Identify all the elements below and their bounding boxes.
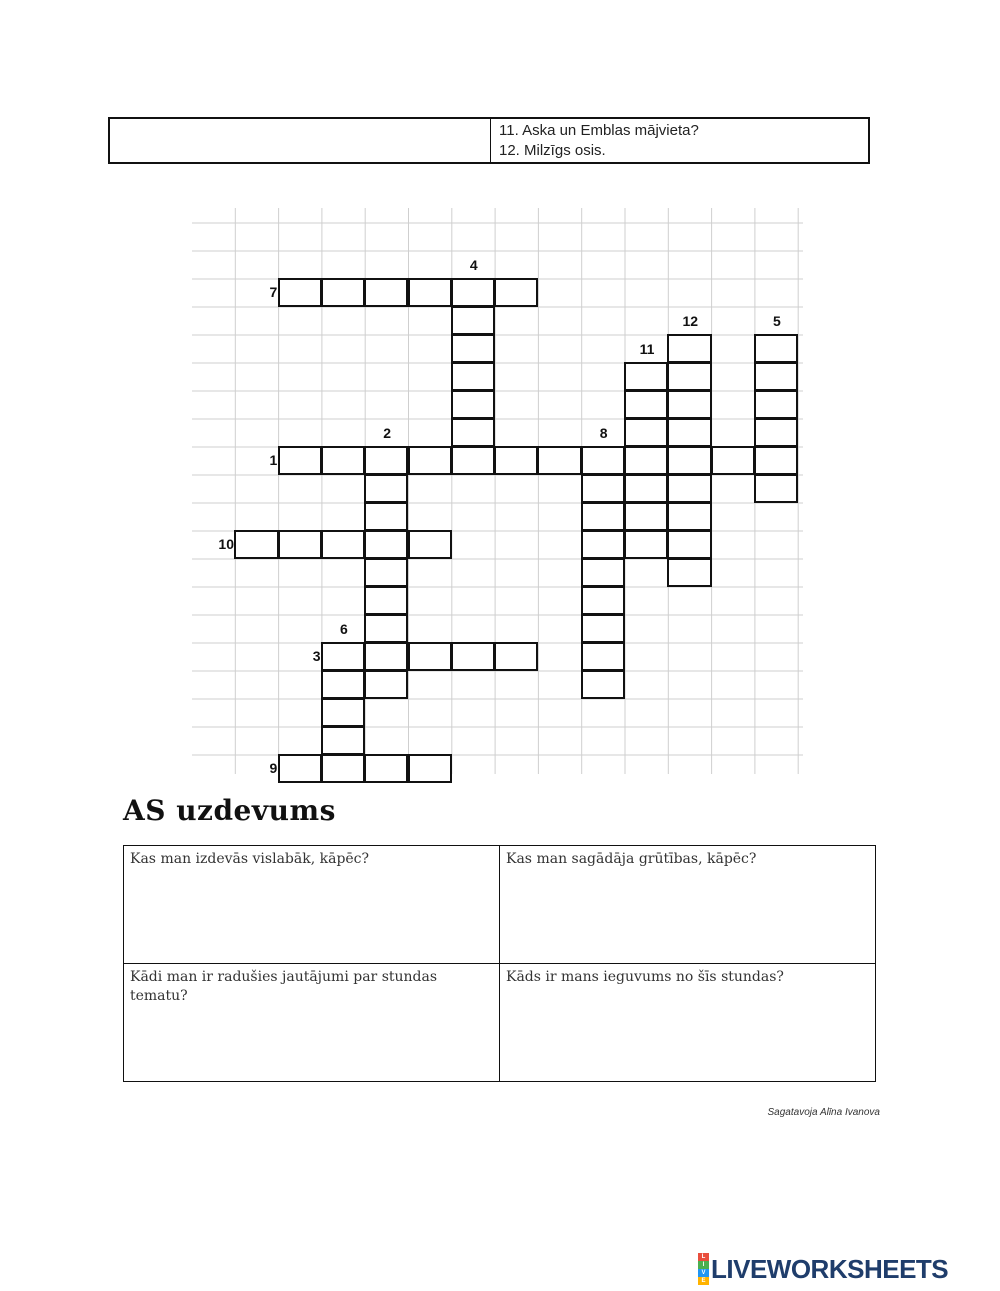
clue-number-7: 7 [269,284,278,300]
crossword-letter-input[interactable] [410,280,450,305]
clue-number-12: 12 [682,313,699,329]
crossword-cell[interactable] [667,474,711,503]
crossword-letter-input[interactable] [366,672,406,697]
crossword-letter-input[interactable] [236,532,276,557]
crossword-letter-input[interactable] [583,616,623,641]
crossword-letter-input[interactable] [453,644,493,669]
clue-number-6: 6 [339,621,348,637]
crossword-cell[interactable] [451,278,495,307]
crossword-cell[interactable] [451,390,495,419]
crossword-letter-input[interactable] [366,616,406,641]
crossword-cell[interactable] [711,446,755,475]
crossword-letter-input[interactable] [583,644,623,669]
crossword-cell[interactable] [364,474,408,503]
crossword-cell[interactable] [667,418,711,447]
crossword-letter-input[interactable] [583,560,623,585]
crossword-letter-input[interactable] [626,364,666,389]
crossword-letter-input[interactable] [626,532,666,557]
clue-number-8: 8 [599,425,608,441]
crossword-cell[interactable] [667,390,711,419]
crossword-letter-input[interactable] [323,756,363,781]
crossword-cell[interactable] [624,446,668,475]
crossword-cell[interactable] [494,642,538,671]
crossword-cell[interactable] [321,278,365,307]
reflection-cell-difficult[interactable]: Kas man sagādāja grūtības, kāpēc? [500,846,875,964]
crossword-cell[interactable] [581,446,625,475]
crossword-cell[interactable] [364,502,408,531]
crossword-cell[interactable] [321,446,365,475]
crossword-cell[interactable] [278,278,322,307]
liveworksheets-logo-icon [698,1253,709,1285]
crossword-cell[interactable] [278,446,322,475]
crossword-cell[interactable] [364,278,408,307]
crossword-letter-input[interactable] [453,392,493,417]
crossword-cell[interactable] [581,530,625,559]
crossword-cell[interactable] [581,558,625,587]
crossword-letter-input[interactable] [280,756,320,781]
crossword-cell[interactable] [451,362,495,391]
author-credit: Sagatavoja Alīna Ivanova [767,1107,880,1118]
brand-name: LIVEWORKSHEETS [711,1253,949,1284]
crossword-cell[interactable] [581,642,625,671]
crossword-cell[interactable] [364,614,408,643]
crossword-letter-input[interactable] [453,308,493,333]
crossword-letter-input[interactable] [669,560,709,585]
crossword-letter-input[interactable] [366,504,406,529]
crossword-cell[interactable] [494,278,538,307]
crossword-cell[interactable] [364,558,408,587]
crossword-letter-input[interactable] [496,644,536,669]
crossword-letter-input[interactable] [366,588,406,613]
crossword-cell[interactable] [408,278,452,307]
crossword-letter-input[interactable] [669,504,709,529]
crossword-letter-input[interactable] [323,644,363,669]
crossword-letter-input[interactable] [583,672,623,697]
crossword-letter-input[interactable] [453,336,493,361]
reflection-cell-best[interactable]: Kas man izdevās vislabāk, kāpēc? [124,846,500,964]
crossword-letter-input[interactable] [756,476,796,501]
crossword-letter-input[interactable] [323,532,363,557]
reflection-table [123,845,876,1082]
reflection-cell-gain[interactable]: Kāds ir mans ieguvums no šīs stundas? [506,969,784,985]
crossword-cell[interactable] [408,642,452,671]
crossword-letter-input[interactable] [669,336,709,361]
crossword-letter-input[interactable] [280,532,320,557]
crossword-letter-input[interactable] [756,448,796,473]
clue-number-9: 9 [269,760,278,776]
crossword-letter-input[interactable] [626,476,666,501]
crossword-cell[interactable] [667,502,711,531]
crossword-cell[interactable] [581,502,625,531]
clue-11: 11. Aska un Emblas mājvieta? [499,122,699,139]
crossword-letter-input[interactable] [713,448,753,473]
crossword-cell[interactable] [754,446,798,475]
crossword-letter-input[interactable] [366,280,406,305]
crossword-cell[interactable] [278,530,322,559]
crossword-letter-input[interactable] [280,280,320,305]
crossword-letter-input[interactable] [669,364,709,389]
crossword-cell[interactable] [494,446,538,475]
crossword-letter-input[interactable] [669,476,709,501]
crossword-cell[interactable] [754,418,798,447]
crossword-cell[interactable] [321,698,365,727]
crossword-letter-input[interactable] [453,448,493,473]
crossword-cell[interactable] [754,474,798,503]
crossword-letter-input[interactable] [669,448,709,473]
crossword-letter-input[interactable] [626,448,666,473]
crossword-cell[interactable] [667,446,711,475]
crossword-cell[interactable] [364,670,408,699]
crossword-letter-input[interactable] [410,532,450,557]
crossword-cell[interactable] [581,586,625,615]
brand-footer [698,1253,948,1285]
crossword-cell[interactable] [754,390,798,419]
crossword-cell[interactable] [321,642,365,671]
crossword-letter-input[interactable] [323,672,363,697]
crossword-letter-input[interactable] [539,448,579,473]
crossword-cell[interactable] [624,474,668,503]
crossword-letter-input[interactable] [583,476,623,501]
logo-letter-tile: L [698,1253,709,1261]
crossword-letter-input[interactable] [366,644,406,669]
crossword-cell[interactable] [364,446,408,475]
crossword-letter-input[interactable] [626,420,666,445]
crossword-cell[interactable] [321,726,365,755]
crossword-cell[interactable] [364,754,408,783]
crossword-letter-input[interactable] [366,756,406,781]
clue-table-left-cell [110,119,491,162]
clue-number-4: 4 [469,257,478,273]
logo-letter-tile: E [698,1277,709,1285]
crossword-letter-input[interactable] [756,420,796,445]
crossword-letter-input[interactable] [280,448,320,473]
crossword-cell[interactable] [667,362,711,391]
clue-table [108,117,870,164]
crossword-letter-input[interactable] [626,392,666,417]
crossword-letter-input[interactable] [756,336,796,361]
crossword-letter-input[interactable] [583,588,623,613]
crossword-cell[interactable] [754,334,798,363]
clue-12: 12. Milzīgs osis. [499,142,606,159]
crossword-letter-input[interactable] [453,280,493,305]
clue-number-2: 2 [383,425,392,441]
crossword-cell[interactable] [451,446,495,475]
crossword-cell[interactable] [321,670,365,699]
crossword-cell[interactable] [624,418,668,447]
crossword-letter-input[interactable] [366,560,406,585]
crossword-letter-input[interactable] [366,532,406,557]
crossword-letter-input[interactable] [756,364,796,389]
crossword-letter-input[interactable] [583,504,623,529]
crossword-cell[interactable] [321,754,365,783]
crossword-letter-input[interactable] [496,448,536,473]
crossword-letter-input[interactable] [323,728,363,753]
crossword-letter-input[interactable] [366,476,406,501]
crossword-letter-input[interactable] [453,364,493,389]
clue-number-11: 11 [639,341,655,357]
crossword-cell[interactable] [754,362,798,391]
crossword-cell[interactable] [408,446,452,475]
crossword-cell[interactable] [667,558,711,587]
crossword-cell[interactable] [581,474,625,503]
crossword-cell[interactable] [451,418,495,447]
crossword-cell[interactable] [624,530,668,559]
crossword-letter-input[interactable] [323,700,363,725]
crossword-cell[interactable] [364,642,408,671]
crossword-cell[interactable] [667,334,711,363]
crossword-cell[interactable] [451,306,495,335]
logo-letter-tile: V [698,1269,709,1277]
crossword-cell[interactable] [364,586,408,615]
crossword-letter-input[interactable] [410,756,450,781]
crossword-cell[interactable] [408,754,452,783]
crossword-letter-input[interactable] [453,420,493,445]
crossword-letter-input[interactable] [583,532,623,557]
crossword-cell[interactable] [408,530,452,559]
crossword-cell[interactable] [321,530,365,559]
crossword-letter-input[interactable] [366,448,406,473]
crossword-letter-input[interactable] [669,392,709,417]
crossword-letter-input[interactable] [669,532,709,557]
crossword-letter-input[interactable] [410,448,450,473]
crossword-letter-input[interactable] [410,644,450,669]
crossword-letter-input[interactable] [626,504,666,529]
clue-table-right-cell [491,119,868,162]
crossword-cell[interactable] [364,530,408,559]
crossword-cell[interactable] [667,530,711,559]
crossword-cell[interactable] [581,670,625,699]
crossword-letter-input[interactable] [583,448,623,473]
crossword-cell[interactable] [278,754,322,783]
reflection-cell-questions[interactable]: Kādi man ir radušies jautājumi par stundas tematu? [124,964,500,1081]
crossword-cell[interactable] [624,502,668,531]
crossword-cell[interactable] [451,334,495,363]
crossword-letter-input[interactable] [323,280,363,305]
clue-number-3: 3 [312,648,321,664]
crossword-cell[interactable] [234,530,278,559]
clue-number-5: 5 [772,313,781,329]
crossword-cell[interactable] [624,362,668,391]
as-title: AS uzdevums [123,794,336,827]
crossword-letter-input[interactable] [496,280,536,305]
crossword-letter-input[interactable] [756,392,796,417]
logo-letter-tile: I [698,1261,709,1269]
clue-number-10: 10 [218,536,234,552]
crossword-cell[interactable] [537,446,581,475]
crossword-grid [192,208,803,774]
crossword-cell[interactable] [581,614,625,643]
crossword-letter-input[interactable] [323,448,363,473]
crossword-cell[interactable] [451,642,495,671]
crossword-cell[interactable] [624,390,668,419]
crossword-letter-input[interactable] [669,420,709,445]
clue-number-1: 1 [269,452,278,468]
